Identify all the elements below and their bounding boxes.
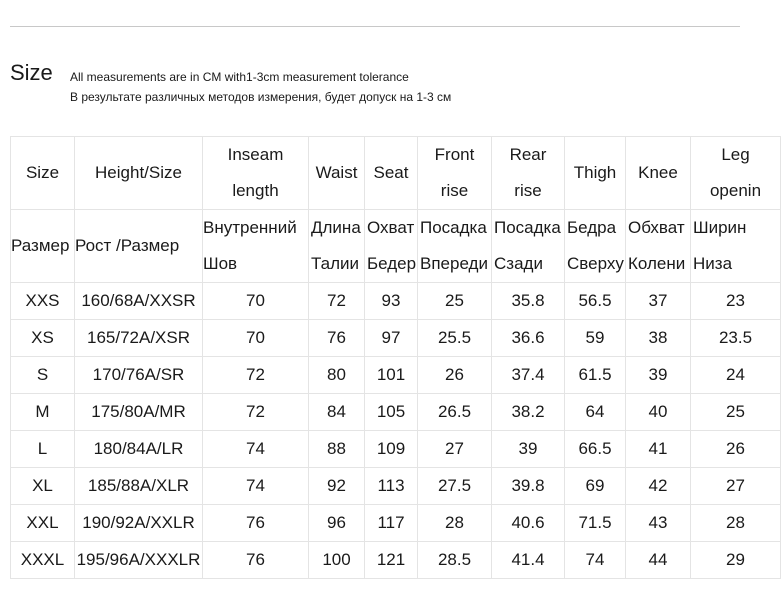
table-cell: 74 xyxy=(203,431,309,468)
table-cell: 37 xyxy=(626,283,691,320)
table-cell: 185/88A/XLR xyxy=(75,468,203,505)
header-cell xyxy=(492,210,565,283)
table-cell: 72 xyxy=(309,283,365,320)
table-cell: 40.6 xyxy=(492,505,565,542)
table-cell: 76 xyxy=(203,505,309,542)
table-cell: 105 xyxy=(365,394,418,431)
table-cell: 70 xyxy=(203,320,309,357)
table-cell: 59 xyxy=(565,320,626,357)
table-row xyxy=(11,542,781,579)
table-cell: 72 xyxy=(203,357,309,394)
table-cell: 80 xyxy=(309,357,365,394)
table-cell: 44 xyxy=(626,542,691,579)
table-cell: L xyxy=(11,431,75,468)
header-line-1: Front xyxy=(434,145,475,164)
table-cell: 27 xyxy=(418,431,492,468)
table-cell: XL xyxy=(11,468,75,505)
header-line-2: Бедер xyxy=(367,254,417,273)
header-cell xyxy=(492,137,565,210)
table-cell: 24 xyxy=(691,357,781,394)
table-cell: 76 xyxy=(203,542,309,579)
table-cell: M xyxy=(11,394,75,431)
table-cell: 26.5 xyxy=(418,394,492,431)
header-line-1: Размер xyxy=(11,236,70,255)
header-line-2: openin xyxy=(709,181,762,200)
header-line-1: Бедра xyxy=(567,218,617,237)
table-cell: 101 xyxy=(365,357,418,394)
table-row xyxy=(11,468,781,505)
table-cell: 40 xyxy=(626,394,691,431)
header-line-1: Leg xyxy=(721,145,750,164)
header-cell xyxy=(203,210,309,283)
table-cell: XS xyxy=(11,320,75,357)
header-line-1: Inseam xyxy=(227,145,284,164)
table-cell: 66.5 xyxy=(565,431,626,468)
tolerance-note-russian: В результате различных методов измерения, будет допуск на 1-3 см xyxy=(70,90,452,104)
table-cell: 72 xyxy=(203,394,309,431)
table-cell: 42 xyxy=(626,468,691,505)
table-row xyxy=(11,431,781,468)
table-cell: 41 xyxy=(626,431,691,468)
table-cell: XXS xyxy=(11,283,75,320)
header-line-1: Посадка xyxy=(494,218,561,237)
table-cell: 71.5 xyxy=(565,505,626,542)
header-cell xyxy=(365,210,418,283)
table-cell: 180/84A/LR xyxy=(75,431,203,468)
header-line-2: Низа xyxy=(693,254,733,273)
table-row xyxy=(11,283,781,320)
header-line-2: Шов xyxy=(203,254,238,273)
table-cell: 70 xyxy=(203,283,309,320)
header-line-1: Knee xyxy=(638,163,678,182)
header-cell xyxy=(418,210,492,283)
header-cell xyxy=(203,137,309,210)
table-cell: 92 xyxy=(309,468,365,505)
table-cell: 74 xyxy=(203,468,309,505)
header-line-1: Обхват xyxy=(628,218,685,237)
header-line-1: Длина xyxy=(311,218,361,237)
table-cell: 26 xyxy=(418,357,492,394)
tolerance-note-english: All measurements are in CM with1-3cm measurement tolerance xyxy=(70,70,409,84)
table-cell: 165/72A/XSR xyxy=(75,320,203,357)
header-cell xyxy=(309,137,365,210)
table-cell: 23 xyxy=(691,283,781,320)
table-cell: 27 xyxy=(691,468,781,505)
table-cell: 61.5 xyxy=(565,357,626,394)
table-row xyxy=(11,394,781,431)
table-cell: 37.4 xyxy=(492,357,565,394)
header-line-1: Size xyxy=(25,163,60,182)
table-cell: 41.4 xyxy=(492,542,565,579)
table-cell: 29 xyxy=(691,542,781,579)
table-cell: XXXL xyxy=(11,542,75,579)
header-line-2: length xyxy=(232,181,279,200)
table-cell: 195/96A/XXXLR xyxy=(75,542,203,579)
top-divider xyxy=(10,26,740,27)
header-cell xyxy=(11,137,75,210)
table-row xyxy=(11,505,781,542)
header-cell xyxy=(309,210,365,283)
table-cell: 38 xyxy=(626,320,691,357)
table-cell: 43 xyxy=(626,505,691,542)
header-line-1: Thigh xyxy=(573,163,617,182)
header-cell xyxy=(626,137,691,210)
header-line-2: rise xyxy=(440,181,469,200)
table-cell: 56.5 xyxy=(565,283,626,320)
table-cell: 74 xyxy=(565,542,626,579)
table-cell: 170/76A/SR xyxy=(75,357,203,394)
header-line-1: Seat xyxy=(373,163,409,182)
table-cell: 93 xyxy=(365,283,418,320)
header-cell xyxy=(75,137,203,210)
header-cell xyxy=(75,210,203,283)
header-line-2: rise xyxy=(514,181,542,200)
table-cell: 100 xyxy=(309,542,365,579)
size-chart-table xyxy=(10,136,781,579)
table-cell: 26 xyxy=(691,431,781,468)
header-row-english xyxy=(11,137,781,210)
header-line-1: Rear xyxy=(509,145,547,164)
header-line-1: Height/Size xyxy=(95,163,182,182)
table-cell: 28 xyxy=(691,505,781,542)
table-cell: 96 xyxy=(309,505,365,542)
table-cell: 84 xyxy=(309,394,365,431)
table-cell: 28 xyxy=(418,505,492,542)
table-cell: 121 xyxy=(365,542,418,579)
header-cell xyxy=(565,137,626,210)
table-cell: 23.5 xyxy=(691,320,781,357)
header-line-2: Сверху xyxy=(567,254,624,273)
table-cell: 25.5 xyxy=(418,320,492,357)
header-cell xyxy=(691,210,781,283)
header-line-2: Колени xyxy=(628,254,686,273)
header-cell xyxy=(418,137,492,210)
table-cell: 175/80A/MR xyxy=(75,394,203,431)
table-cell: 69 xyxy=(565,468,626,505)
table-cell: 39 xyxy=(492,431,565,468)
table-cell: 39.8 xyxy=(492,468,565,505)
table-cell: 35.8 xyxy=(492,283,565,320)
table-cell: 76 xyxy=(309,320,365,357)
header-cell xyxy=(11,210,75,283)
table-cell: 36.6 xyxy=(492,320,565,357)
header-line-2: Сзади xyxy=(494,254,543,273)
table-row xyxy=(11,357,781,394)
table-cell: 88 xyxy=(309,431,365,468)
table-row xyxy=(11,320,781,357)
header-cell xyxy=(565,210,626,283)
table-cell: 117 xyxy=(365,505,418,542)
header-line-1: Рост /Размер xyxy=(75,236,180,255)
table-cell: 160/68A/XXSR xyxy=(75,283,203,320)
header-cell xyxy=(691,137,781,210)
table-cell: 113 xyxy=(365,468,418,505)
page-title: Size xyxy=(10,60,53,85)
header-line-2: Впереди xyxy=(420,254,488,273)
header-line-1: Охват xyxy=(367,218,415,237)
header-row-russian xyxy=(11,210,781,283)
header-line-1: Посадка xyxy=(420,218,487,237)
header-line-2: Талии xyxy=(311,254,359,273)
table-cell: 25 xyxy=(418,283,492,320)
header-line-1: Waist xyxy=(315,163,358,182)
header-line-1: Ширин xyxy=(693,218,747,237)
table-cell: 97 xyxy=(365,320,418,357)
table-cell: 109 xyxy=(365,431,418,468)
table-cell: 38.2 xyxy=(492,394,565,431)
header-cell xyxy=(365,137,418,210)
header-line-1: Внутренний xyxy=(203,218,297,237)
table-cell: 190/92A/XXLR xyxy=(75,505,203,542)
table-cell: 25 xyxy=(691,394,781,431)
table-cell: S xyxy=(11,357,75,394)
table-cell: 28.5 xyxy=(418,542,492,579)
table-cell: 39 xyxy=(626,357,691,394)
table-cell: 64 xyxy=(565,394,626,431)
table-cell: XXL xyxy=(11,505,75,542)
header-cell xyxy=(626,210,691,283)
table-cell: 27.5 xyxy=(418,468,492,505)
